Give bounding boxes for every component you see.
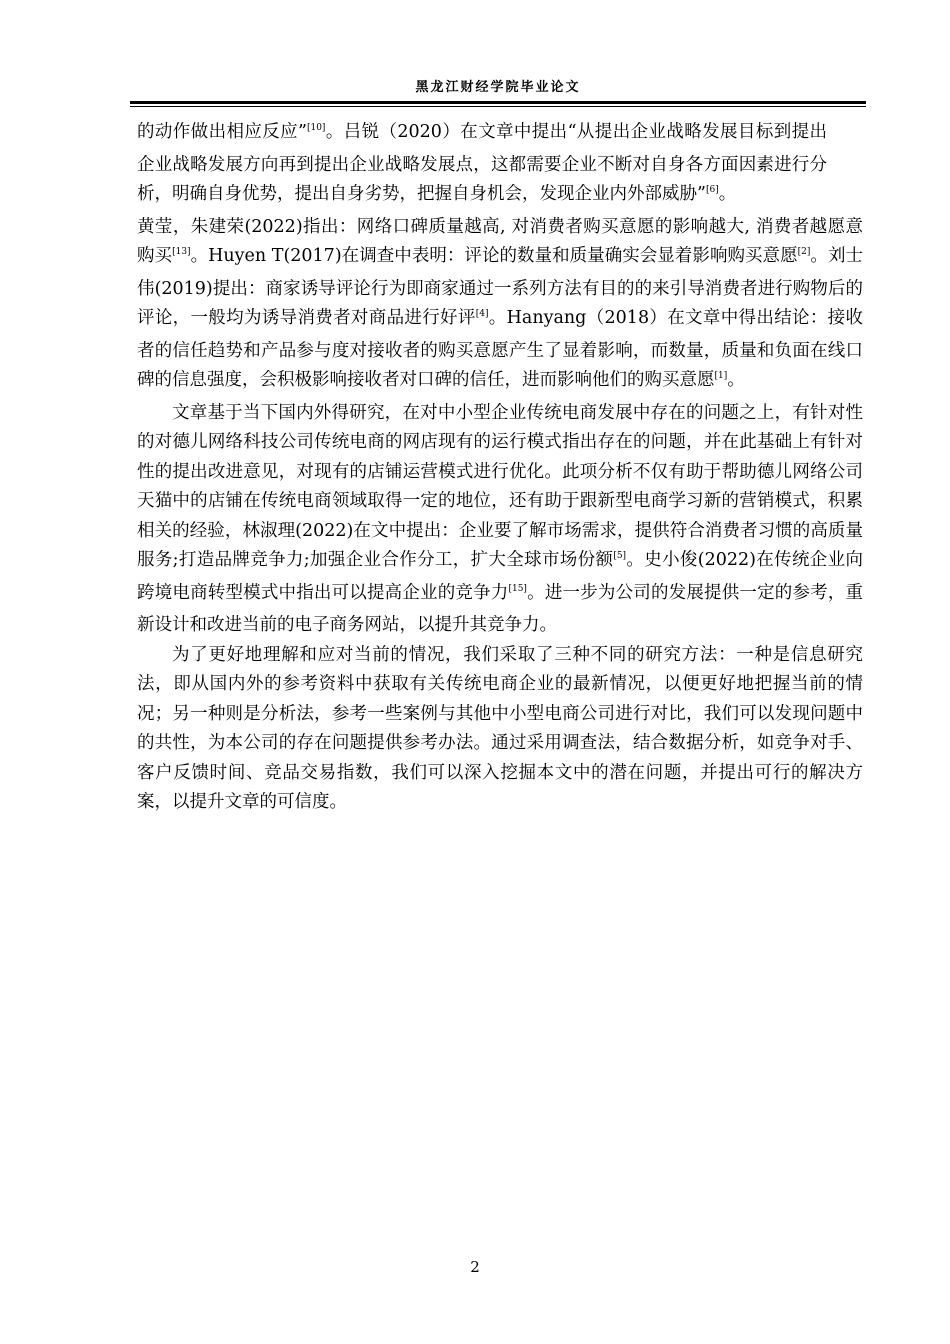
citation-ref: [2]	[797, 247, 811, 257]
citation-ref: [13]	[172, 247, 191, 257]
text-run: 。	[727, 370, 745, 390]
text-run: 的动作做出相应反应”	[137, 122, 307, 142]
page-number: 2	[470, 1258, 480, 1276]
paragraph-4	[137, 641, 863, 818]
header-rule-thick	[130, 101, 866, 104]
paragraph-2	[137, 213, 863, 399]
body-text	[137, 118, 863, 818]
text-run: 。吕锐（2020）在文章中提出“从提出企业战略发展目标到提出企业战略发展方向再到提出企业战略发展点，这都需要企业不断对自身各方面因素进行分析，明确自身优势，提出自身劣势，把握自身机会，发现企业内外部威胁”	[137, 122, 827, 204]
citation-ref: [4]	[475, 309, 489, 319]
paragraph-1	[137, 118, 827, 213]
citation-ref: [6]	[705, 185, 719, 195]
text-run: 。史小俊(2022)在传统企业向跨境电商转型模式中指出可以提高企业的竞争力	[137, 550, 863, 603]
text-run: 。	[718, 184, 737, 204]
text-run: 黄莹，朱建荣(2022)指出：网络口碑质量越高, 对消费者购买意愿的影响越大, 消费者越愿意购买	[137, 216, 863, 266]
running-header: 黑龙江财经学院毕业论文	[415, 80, 581, 95]
citation-ref: [10]	[306, 123, 326, 133]
text-run: 文章基于当下国内外得研究，在对中小型企业传统电商发展中存在的问题之上，有针对性的对德儿网络科技公司传统电商的网店现有的运行模式指出存在的问题，并在此基础上有针对性的提出改进意见，对现有的店铺运营模式进行优化。此项分析不仅有助于帮助德儿网络公司天猫中的店铺在传统电商领域取得一定的地位，还有助于跟新型电商学习新的营销模式，积累相关的经验，林淑理(2022)在文中提出：企业要了解市场需求，提供符合消费者习惯的高质量服务;打造品牌竞争力;加强企业合作分工，扩大全球市场份额	[137, 402, 863, 570]
citation-ref: [1]	[714, 371, 728, 381]
text-run: 。Huyen T(2017)在调查中表明：评论的数量和质量确实会显着影响购买意愿	[190, 246, 798, 266]
text-run: 。Hanyang（2018）在文章中得出结论：接收者的信任趋势和产品参与度对接收者的购买意愿产生了显着影响，而数量，质量和负面在线口碑的信息强度，会积极影响接收者对口碑的信任，进而影响他们的购买意愿	[137, 308, 863, 390]
text-run: 。刘士伟(2019)提出：商家诱导评论行为即商家通过一系列方法有目的的来引导消费者进行购物后的评论，一般均为诱导消费者对商品进行好评	[137, 246, 864, 328]
citation-ref: [15]	[508, 583, 527, 594]
citation-ref: [5]	[613, 551, 627, 561]
text-run: 为了更好地理解和应对当前的情况，我们采取了三种不同的研究方法：一种是信息研究法，即从国内外的参考资料中获取有关传统电商企业的最新情况，以便更好地把握当前的情况；另一种则是分析法，参考一些案例与其他中小型电商公司进行对比，我们可以发现问题中的共性，为本公司的存在问题提供参考办法。通过采用调查法，结合数据分析，如竞争对手、客户反馈时间、竞品交易指数，我们可以深入挖掘本文中的潜在问题，并提出可行的解决方案，以提升文章的可信度。	[137, 644, 863, 812]
header-rule-thin	[130, 106, 866, 107]
text-run: 。进一步为公司的发展提供一定的参考，重新设计和改进当前的电子商务网站，以提升其竞争力。	[137, 582, 864, 635]
paragraph-3	[137, 399, 863, 641]
